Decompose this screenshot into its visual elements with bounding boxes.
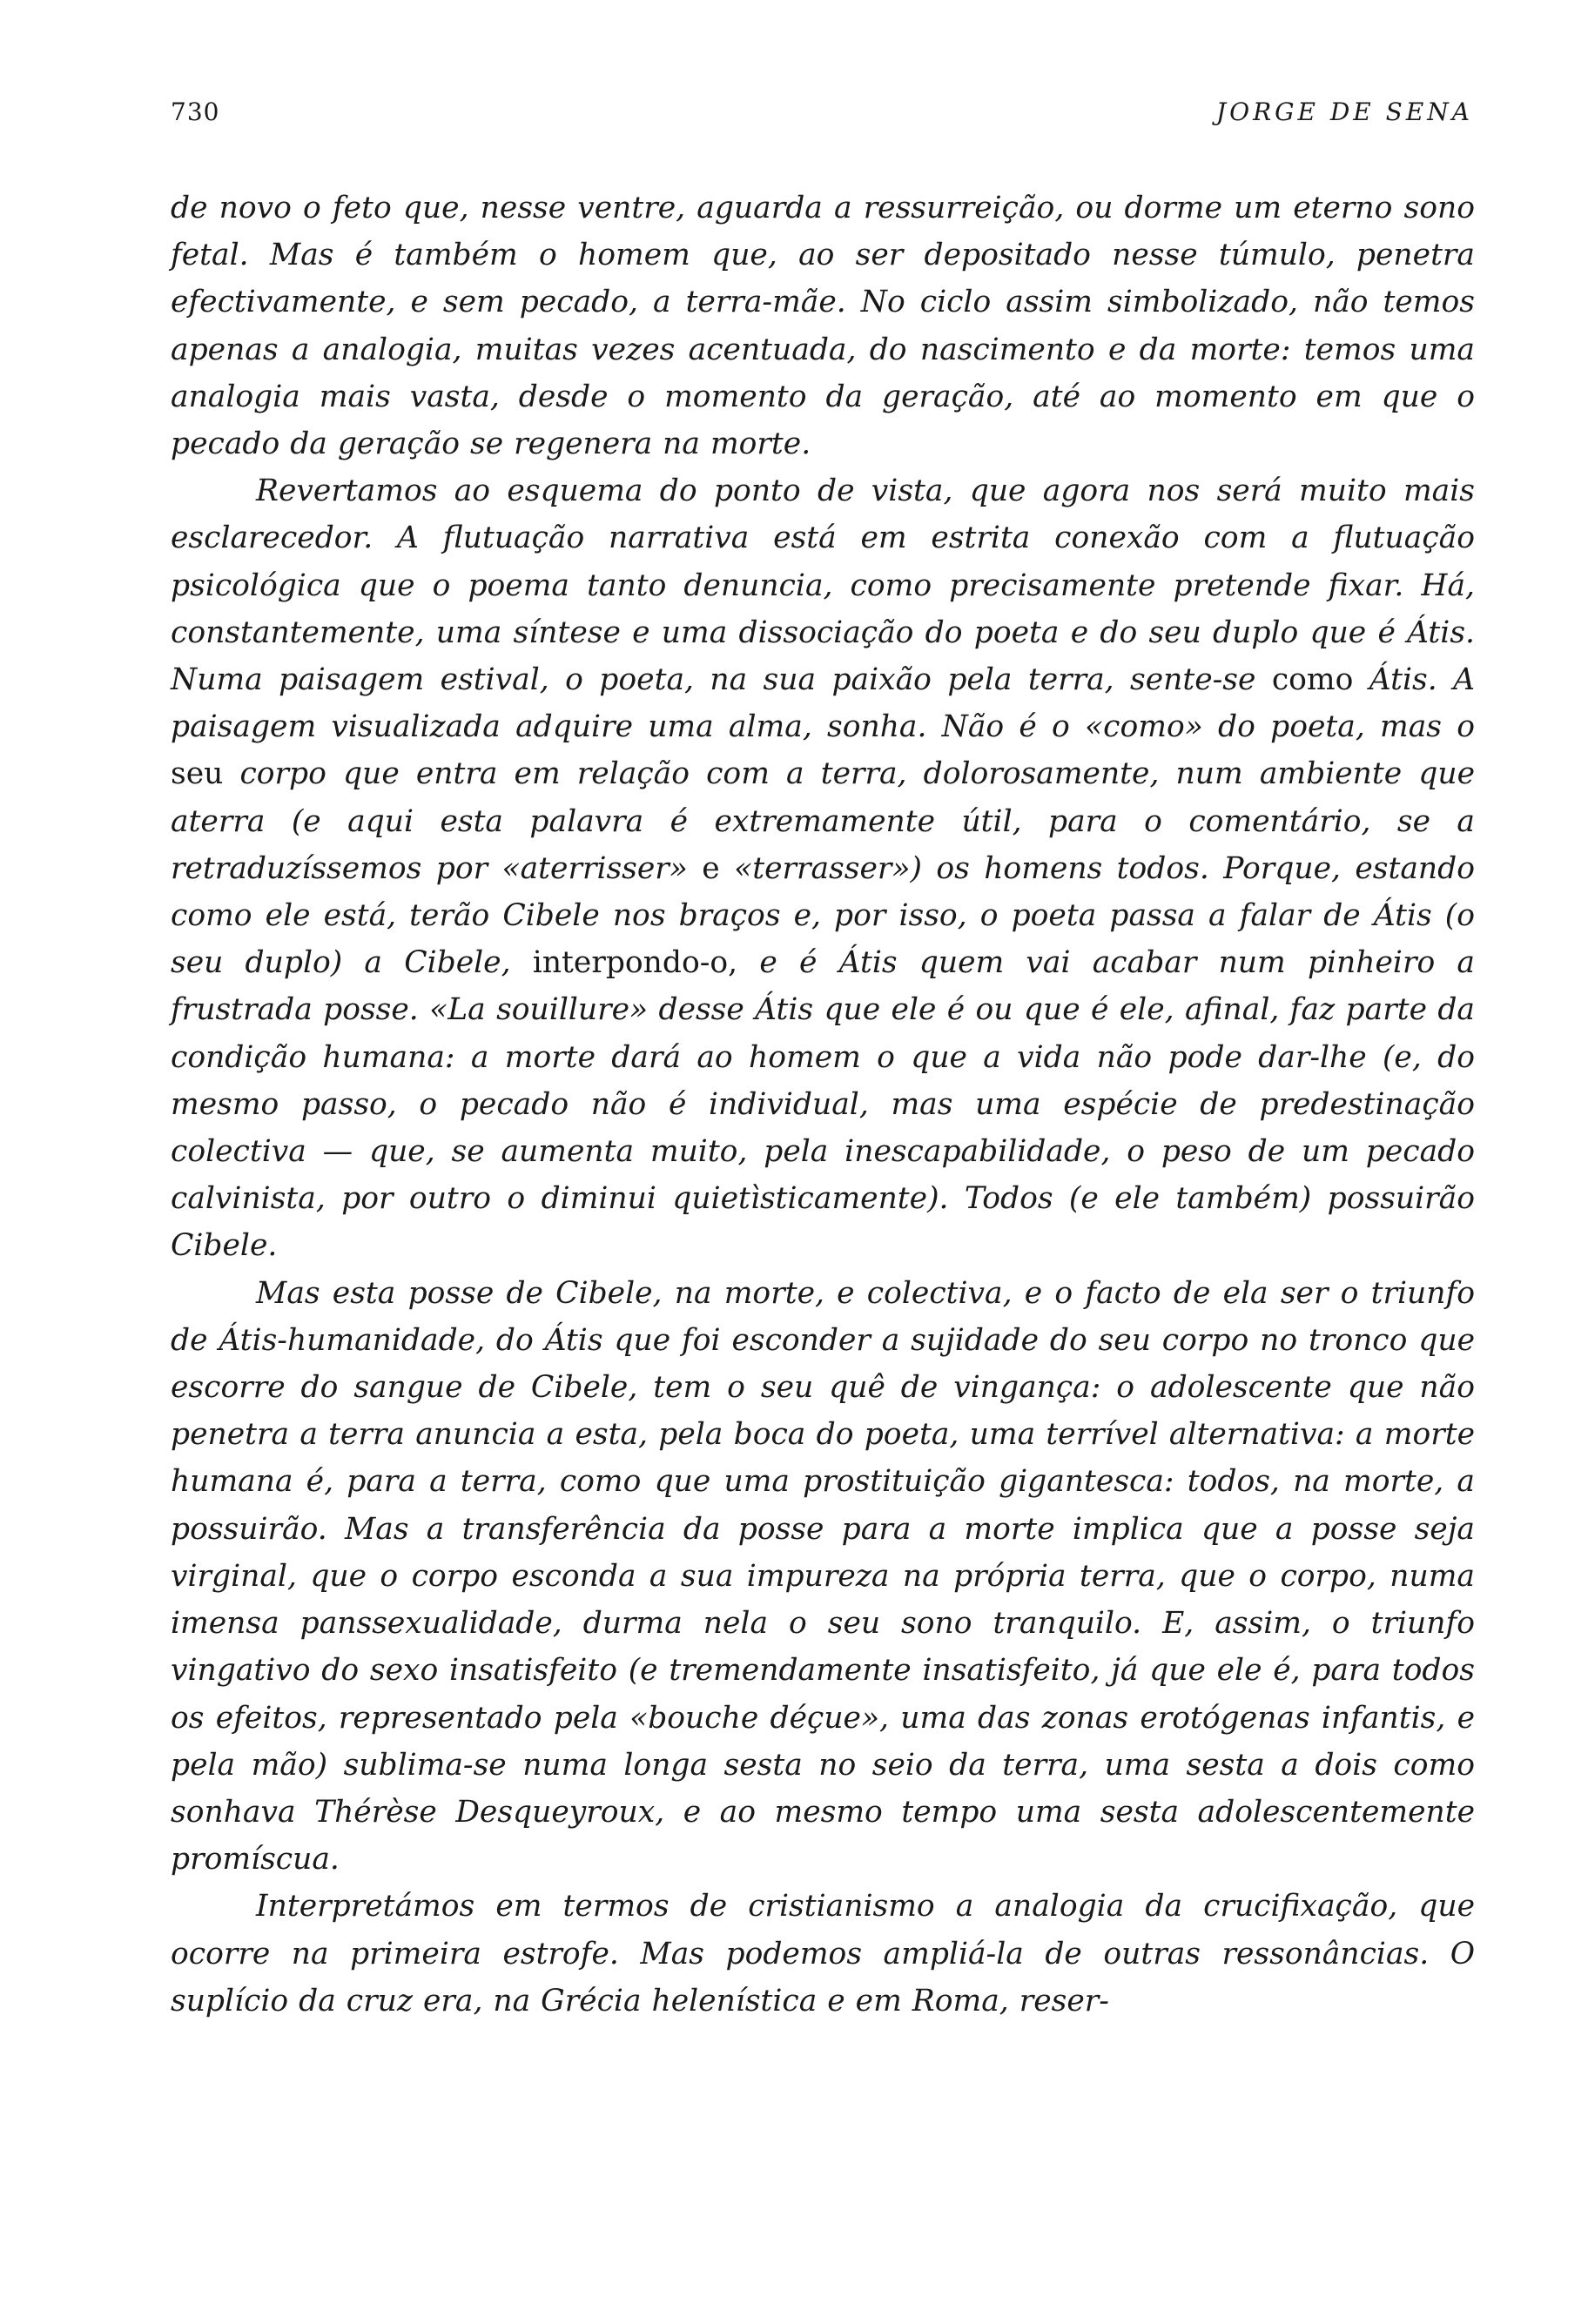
italic-text-segment: Interpretámos em termos de cristianismo a analogia da crucifixação, que ocorre na primeira estrofe. Mas podemos ampliá-la de outras ressonâncias. O suplício da cruz era, na Grécia helenística e em Roma, reser- bbox=[171, 1889, 1475, 2018]
paragraph bbox=[171, 467, 1475, 1269]
running-head-author: JORGE DE SENA bbox=[1215, 97, 1473, 126]
italic-text-segment: «terrasser») os homens todos. Porque, estando como ele está, terão Cibele nos braços e, por isso, o poeta passa a falar de Átis (o seu duplo) a Cibele, bbox=[171, 850, 1475, 981]
italic-text-segment: corpo que entra em relação com a terra, dolorosamente, num ambiente que aterra (e aqui esta palavra é extremamente útil, para o comentário, se a retraduzíssemos por «aterrisser» bbox=[171, 756, 1475, 886]
roman-text-segment: e bbox=[702, 850, 720, 886]
italic-text-segment: e é Átis quem vai acabar num pinheiro a frustrada posse. «La souillure» desse Átis que ele é ou que é ele, afinal, faz parte da condição humana: a morte dará ao homem o que a vida não pode dar-lhe (e, do mesmo passo, o pecado não é individual, mas uma espécie de predestinação colectiva — que, se aumenta muito, pela inescapabilidade, o peso de um pecado calvinista, por outro o diminui quietìsticamente). Todos (e ele também) possuirão Cibele. bbox=[171, 945, 1475, 1264]
italic-text-segment: Átis. A paisagem visualizada adquire uma alma, sonha. Não é o «como» do poeta, mas o bbox=[171, 662, 1475, 745]
paragraph bbox=[171, 1883, 1475, 2025]
italic-text-segment: Mas esta posse de Cibele, na morte, e colectiva, e o facto de ela ser o triunfo de Átis-humanidade, do Átis que foi esconder a sujidade do seu corpo no tronco que escorre do sangue de Cibele, tem o seu quê de vingança: o adolescente que não penetra a terra anuncia a esta, pela boca do poeta, uma terrível alternativa: a morte humana é, para a terra, como que uma prostituição gigantesca: todos, na morte, a possuirão. Mas a transferência da posse para a morte implica que a posse seja virginal, que o corpo esconda a sua impureza na própria terra, que o corpo, numa imensa panssexualidade, durma nela o seu sono tranquilo. E, assim, o triunfo vingativo do sexo insatisfeito (e tremendamente insatisfeito, já que ele é, para todos os efeitos, representado pela «bouche déçue», uma das zonas erotógenas infantis, e pela mão) sublima-se numa longa sesta no seio da terra, uma sesta a dois como sonhava Thérèse Desqueyroux, e ao mesmo tempo uma sesta adolescentemente promíscua. bbox=[171, 1275, 1475, 1877]
italic-text-segment: Revertamos ao esquema do ponto de vista, que agora nos será muito mais esclarecedor. A flutuação narrativa está em estrita conexão com a flutuação psicológica que o poema tanto denuncia, como precisamente pretende fixar. Há, constantemente, uma síntese e uma dissociação do poeta e do seu duplo que é Átis. Numa paisagem estival, o poeta, na sua paixão pela terra, sente-se bbox=[171, 474, 1475, 698]
paragraph bbox=[171, 1270, 1475, 1884]
running-head bbox=[171, 97, 1473, 141]
page-number: 730 bbox=[171, 97, 220, 126]
body-text bbox=[171, 185, 1475, 2025]
roman-text-segment: seu bbox=[171, 756, 224, 792]
paragraph bbox=[171, 185, 1475, 467]
roman-text-segment: interpondo-o, bbox=[532, 945, 738, 981]
roman-text-segment: como bbox=[1271, 662, 1354, 698]
italic-text-segment: de novo o feto que, nesse ventre, aguarda a ressurreição, ou dorme um eterno sono fetal. Mas é também o homem que, ao ser depositado nesse túmulo, penetra efectivamente, e sem pecado, a terra-mãe. No ciclo assim simbolizado, não temos apenas a analogia, muitas vezes acentuada, do nascimento e da morte: temos uma analogia mais vasta, desde o momento da geração, até ao momento em que o pecado da geração se regenera na morte. bbox=[171, 191, 1475, 462]
